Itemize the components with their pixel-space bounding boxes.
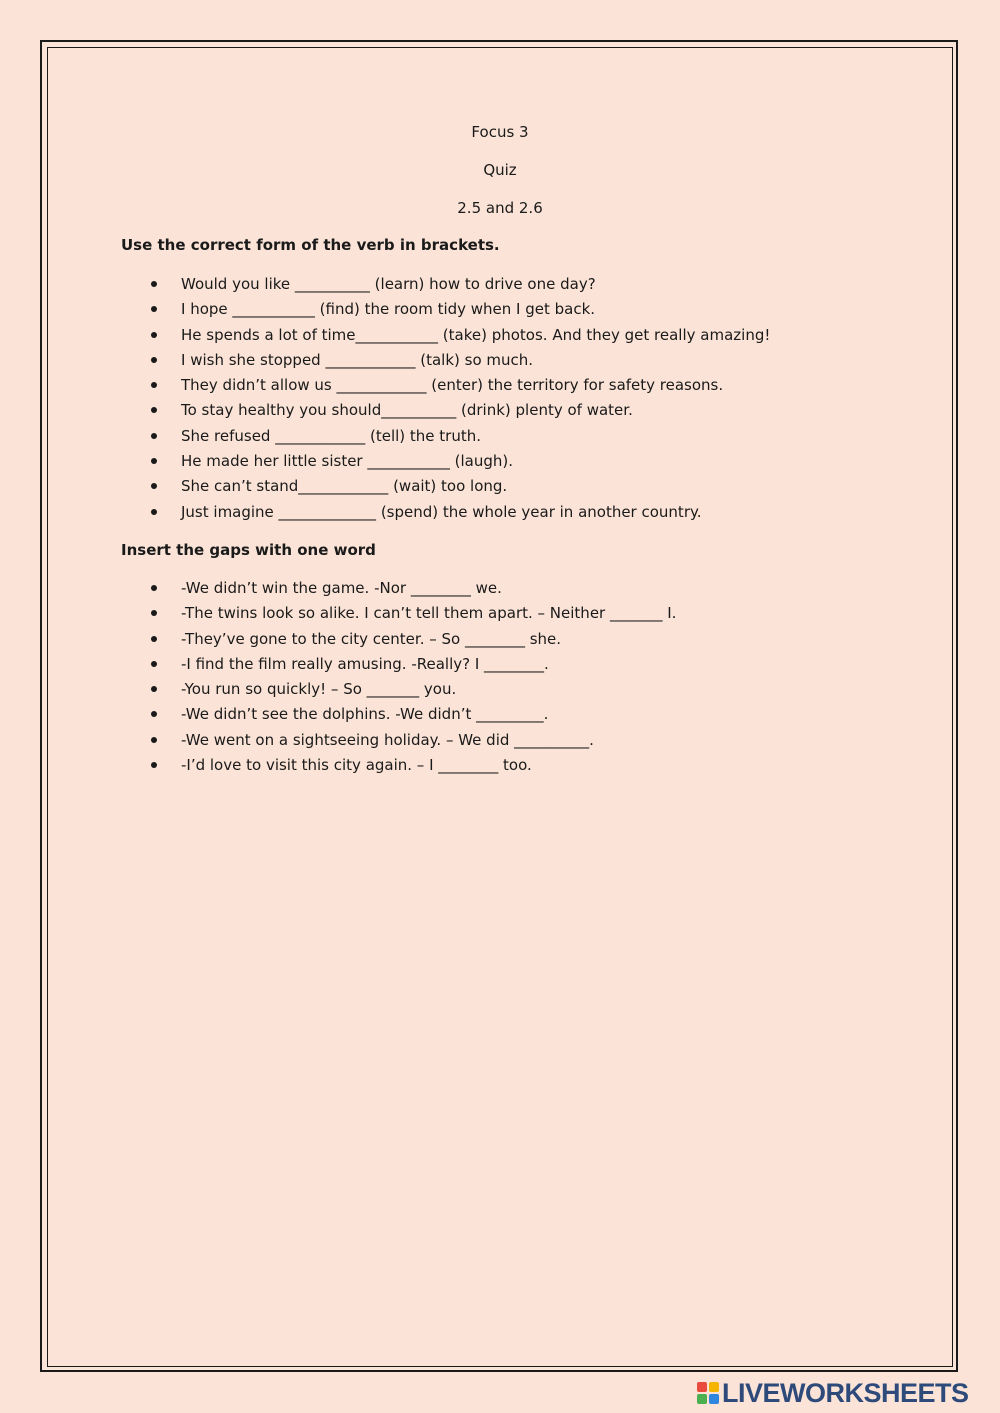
liveworksheets-logo-icon bbox=[697, 1382, 719, 1404]
bullet-icon bbox=[151, 382, 157, 388]
gap-exercise-item bbox=[0, 654, 676, 679]
verb-exercise-item bbox=[0, 299, 770, 324]
verb-exercise-item bbox=[0, 350, 770, 375]
bullet-icon bbox=[151, 585, 157, 591]
verb-exercise-item bbox=[0, 375, 770, 400]
course-title: Focus 3 bbox=[471, 123, 529, 141]
verb-exercise-item-text: She can’t stand____________ (wait) too long. bbox=[181, 477, 508, 496]
verb-exercise-item-text: I hope ___________ (find) the room tidy when I get back. bbox=[181, 300, 596, 319]
bullet-icon bbox=[151, 458, 157, 464]
section2-instruction: Insert the gaps with one word bbox=[121, 541, 376, 559]
bullet-icon bbox=[151, 332, 157, 338]
section2-list bbox=[0, 578, 676, 780]
gap-exercise-item bbox=[0, 578, 676, 603]
verb-exercise-item-text: To stay healthy you should__________ (drink) plenty of water. bbox=[181, 401, 633, 420]
unit-range: 2.5 and 2.6 bbox=[457, 199, 543, 217]
gap-exercise-item-text: -The twins look so alike. I can’t tell them apart. – Neither _______ I. bbox=[181, 604, 677, 623]
bullet-icon bbox=[151, 711, 157, 717]
verb-exercise-item-text: Would you like __________ (learn) how to drive one day? bbox=[181, 275, 596, 293]
quiz-title: Quiz bbox=[483, 161, 517, 179]
bullet-icon bbox=[151, 610, 157, 616]
gap-exercise-item-text: -We went on a sightseeing holiday. – We did __________. bbox=[181, 730, 594, 749]
section1-list bbox=[0, 274, 770, 527]
bullet-icon bbox=[151, 407, 157, 413]
gap-exercise-item-text: -We didn’t win the game. -Nor ________ we. bbox=[181, 579, 502, 597]
section1-instruction: Use the correct form of the verb in brackets. bbox=[121, 236, 500, 254]
verb-exercise-item bbox=[0, 325, 770, 350]
bullet-icon bbox=[151, 636, 157, 642]
gap-exercise-item-text: -I’d love to visit this city again. – I ________ too. bbox=[181, 756, 532, 775]
liveworksheets-logo bbox=[697, 1376, 969, 1410]
gap-exercise-item bbox=[0, 730, 676, 755]
verb-exercise-item bbox=[0, 400, 770, 425]
verb-exercise-item bbox=[0, 502, 770, 527]
verb-exercise-item-text: He made her little sister ___________ (laugh). bbox=[181, 452, 514, 471]
verb-exercise-item-text: I wish she stopped ____________ (talk) so much. bbox=[181, 350, 534, 369]
bullet-icon bbox=[151, 762, 157, 768]
verb-exercise-item-text: They didn’t allow us ____________ (enter) the territory for safety reasons. bbox=[181, 376, 724, 395]
bullet-icon bbox=[151, 737, 157, 743]
verb-exercise-item-text: She refused ____________ (tell) the truth. bbox=[181, 426, 481, 445]
verb-exercise-item bbox=[0, 451, 770, 476]
gap-exercise-item-text: -I find the film really amusing. -Really? I ________. bbox=[181, 654, 549, 673]
gap-exercise-item-text: -You run so quickly! – So _______ you. bbox=[181, 680, 457, 699]
gap-exercise-item-text: -They’ve gone to the city center. – So ________ she. bbox=[181, 629, 562, 648]
bullet-icon bbox=[151, 306, 157, 312]
verb-exercise-item-text: Just imagine _____________ (spend) the whole year in another country. bbox=[181, 502, 702, 521]
bullet-icon bbox=[151, 281, 157, 287]
verb-exercise-item bbox=[0, 274, 770, 299]
gap-exercise-item bbox=[0, 704, 676, 729]
verb-exercise-item bbox=[0, 476, 770, 501]
bullet-icon bbox=[151, 686, 157, 692]
verb-exercise-item-text: He spends a lot of time___________ (take) photos. And they get really amazing! bbox=[181, 325, 771, 344]
bullet-icon bbox=[151, 357, 157, 363]
logo-text: LIVEWORKSHEETS bbox=[722, 1377, 969, 1408]
verb-exercise-item bbox=[0, 426, 770, 451]
gap-exercise-item-text: -We didn’t see the dolphins. -We didn’t _________. bbox=[181, 705, 549, 724]
bullet-icon bbox=[151, 483, 157, 489]
gap-exercise-item bbox=[0, 603, 676, 628]
gap-exercise-item bbox=[0, 629, 676, 654]
bullet-icon bbox=[151, 661, 157, 667]
bullet-icon bbox=[151, 509, 157, 515]
gap-exercise-item bbox=[0, 755, 676, 780]
bullet-icon bbox=[151, 433, 157, 439]
gap-exercise-item bbox=[0, 679, 676, 704]
